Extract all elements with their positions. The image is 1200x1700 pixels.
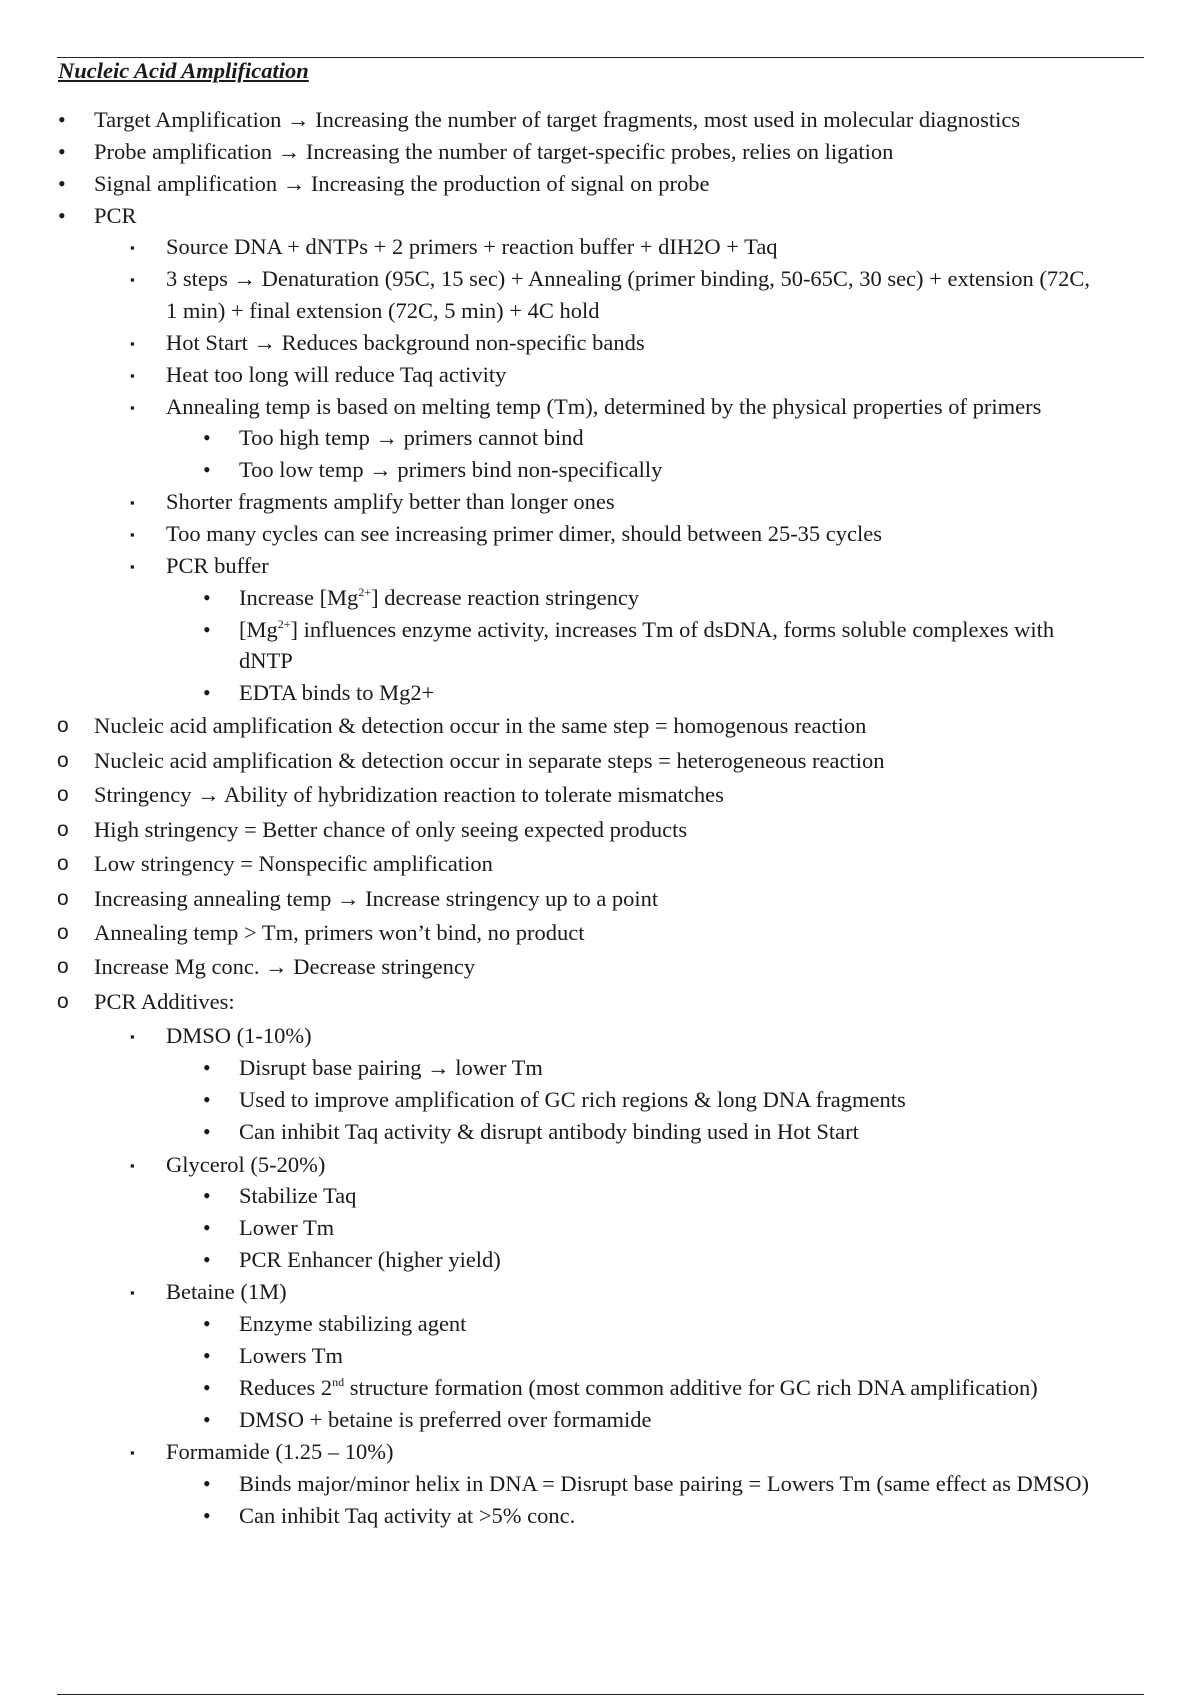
dmso-item: Can inhibit Taq activity & disrupt antibody binding used in Hot Start (239, 1119, 859, 1144)
increasing-annealing-text: Increasing annealing temp → Increase stringency up to a point (94, 886, 659, 911)
betaine-item: DMSO + betaine is preferred over formamide (239, 1407, 652, 1432)
disc-bullet-icon: • (203, 617, 211, 642)
circle-bullet-icon: o (57, 921, 69, 944)
square-bullet-icon: ▪ (130, 1158, 135, 1173)
betaine-item: Lowers Tm (239, 1343, 343, 1368)
disc-bullet-icon: • (58, 107, 66, 132)
mg-influence-continuation: dNTP (239, 648, 293, 673)
disc-bullet-icon: • (203, 1471, 211, 1496)
formamide-item: Can inhibit Taq activity at >5% conc. (239, 1503, 576, 1528)
dmso-item: Disrupt base pairing → lower Tm (239, 1055, 543, 1080)
circle-bullet-icon: o (57, 818, 69, 841)
disc-bullet-icon: • (203, 1343, 211, 1368)
signal-amplification-text: Signal amplification → Increasing the production of signal on probe (94, 171, 710, 196)
glycerol-item: Stabilize Taq (239, 1183, 357, 1208)
edta-text: EDTA binds to Mg2+ (239, 680, 435, 705)
square-bullet-icon: ▪ (130, 368, 135, 383)
increase-mg-text: Increase Mg conc. → Decrease stringency (94, 954, 476, 979)
too-low-temp-text: Too low temp → primers bind non-specifically (239, 457, 663, 482)
annealing-temp-text: Annealing temp is based on melting temp (Tm), determined by the physical properties of primers (166, 394, 1042, 419)
disc-bullet-icon: • (58, 171, 66, 196)
disc-bullet-icon: • (203, 1407, 211, 1432)
disc-bullet-icon: • (58, 203, 66, 228)
circle-bullet-icon: o (57, 749, 69, 772)
square-bullet-icon: ▪ (130, 1285, 135, 1300)
dmso-label: DMSO (1-10%) (166, 1023, 312, 1048)
pcr-steps-continuation: 1 min) + final extension (72C, 5 min) + 4C hold (166, 298, 600, 323)
square-bullet-icon: ▪ (130, 1445, 135, 1460)
stringency-text: Stringency → Ability of hybridization reaction to tolerate mismatches (94, 782, 724, 807)
page-title: Nucleic Acid Amplification (58, 58, 309, 83)
disc-bullet-icon: • (58, 139, 66, 164)
glycerol-item: PCR Enhancer (higher yield) (239, 1247, 501, 1272)
dmso-item: Used to improve amplification of GC rich regions & long DNA fragments (239, 1087, 906, 1112)
square-bullet-icon: ▪ (130, 400, 135, 415)
footer-rule (57, 1694, 1144, 1695)
probe-amplification-text: Probe amplification → Increasing the number of target-specific probes, relies on ligation (94, 139, 894, 164)
too-high-temp-text: Too high temp → primers cannot bind (239, 425, 584, 450)
disc-bullet-icon: • (203, 1215, 211, 1240)
square-bullet-icon: ▪ (130, 1029, 135, 1044)
formamide-label: Formamide (1.25 – 10%) (166, 1439, 394, 1464)
shorter-fragments-text: Shorter fragments amplify better than longer ones (166, 489, 615, 514)
pcr-buffer-text: PCR buffer (166, 553, 269, 578)
mg-influence-text: $[Mg^{2+}]$ influences enzyme activity, increases Tm of dsDNA, forms soluble complexes with (239, 617, 1055, 642)
pcr-additives-heading: PCR Additives: (94, 989, 235, 1014)
square-bullet-icon: ▪ (130, 527, 135, 542)
disc-bullet-icon: • (203, 585, 211, 610)
high-stringency-text: High stringency = Better chance of only seeing expected products (94, 817, 688, 842)
disc-bullet-icon: • (203, 457, 211, 482)
betaine-item: Reduces 2nd structure formation (most common additive for GC rich DNA amplification) (239, 1375, 1038, 1400)
target-amplification-text: Target Amplification → Increasing the number of target fragments, most used in molecular diagnostics (94, 107, 1021, 132)
glycerol-label: Glycerol (5-20%) (166, 1152, 326, 1177)
square-bullet-icon: ▪ (130, 240, 135, 255)
disc-bullet-icon: • (203, 1375, 211, 1400)
circle-bullet-icon: o (57, 990, 69, 1013)
betaine-label: Betaine (1M) (166, 1279, 287, 1304)
heterogeneous-reaction-text: Nucleic acid amplification & detection occur in separate steps = heterogeneous reaction (94, 748, 885, 773)
circle-bullet-icon: o (57, 955, 69, 978)
low-stringency-text: Low stringency = Nonspecific amplification (94, 851, 493, 876)
disc-bullet-icon: • (203, 1183, 211, 1208)
square-bullet-icon: ▪ (130, 559, 135, 574)
pcr-heading: PCR (94, 203, 137, 228)
pcr-source-text: Source DNA + dNTPs + 2 primers + reaction buffer + dIH2O + Taq (166, 234, 778, 259)
disc-bullet-icon: • (203, 425, 211, 450)
square-bullet-icon: ▪ (130, 336, 135, 351)
heat-text: Heat too long will reduce Taq activity (166, 362, 507, 387)
circle-bullet-icon: o (57, 852, 69, 875)
disc-bullet-icon: • (203, 1055, 211, 1080)
circle-bullet-icon: o (57, 783, 69, 806)
disc-bullet-icon: • (203, 1087, 211, 1112)
mg-stringency-text: Increase $[Mg^{2+}]$ decrease reaction stringency (239, 585, 640, 610)
betaine-item: Enzyme stabilizing agent (239, 1311, 467, 1336)
disc-bullet-icon: • (203, 1119, 211, 1144)
hot-start-text: Hot Start → Reduces background non-specific bands (166, 330, 645, 355)
cycles-text: Too many cycles can see increasing primer dimer, should between 25-35 cycles (166, 521, 883, 546)
circle-bullet-icon: o (57, 887, 69, 910)
annealing-above-tm-text: Annealing temp > Tm, primers won’t bind, no product (94, 920, 585, 945)
glycerol-item: Lower Tm (239, 1215, 335, 1240)
homogenous-reaction-text: Nucleic acid amplification & detection occur in the same step = homogenous reaction (94, 713, 867, 738)
formamide-item: Binds major/minor helix in DNA = Disrupt base pairing = Lowers Tm (same effect as DMSO) (239, 1471, 1090, 1496)
circle-bullet-icon: o (57, 714, 69, 737)
disc-bullet-icon: • (203, 1311, 211, 1336)
disc-bullet-icon: • (203, 1503, 211, 1528)
square-bullet-icon: ▪ (130, 495, 135, 510)
disc-bullet-icon: • (203, 680, 211, 705)
square-bullet-icon: ▪ (130, 272, 135, 287)
pcr-steps-text: 3 steps → Denaturation (95C, 15 sec) + Annealing (primer binding, 50-65C, 30 sec) + extension (72C, (166, 266, 1090, 291)
disc-bullet-icon: • (203, 1247, 211, 1272)
